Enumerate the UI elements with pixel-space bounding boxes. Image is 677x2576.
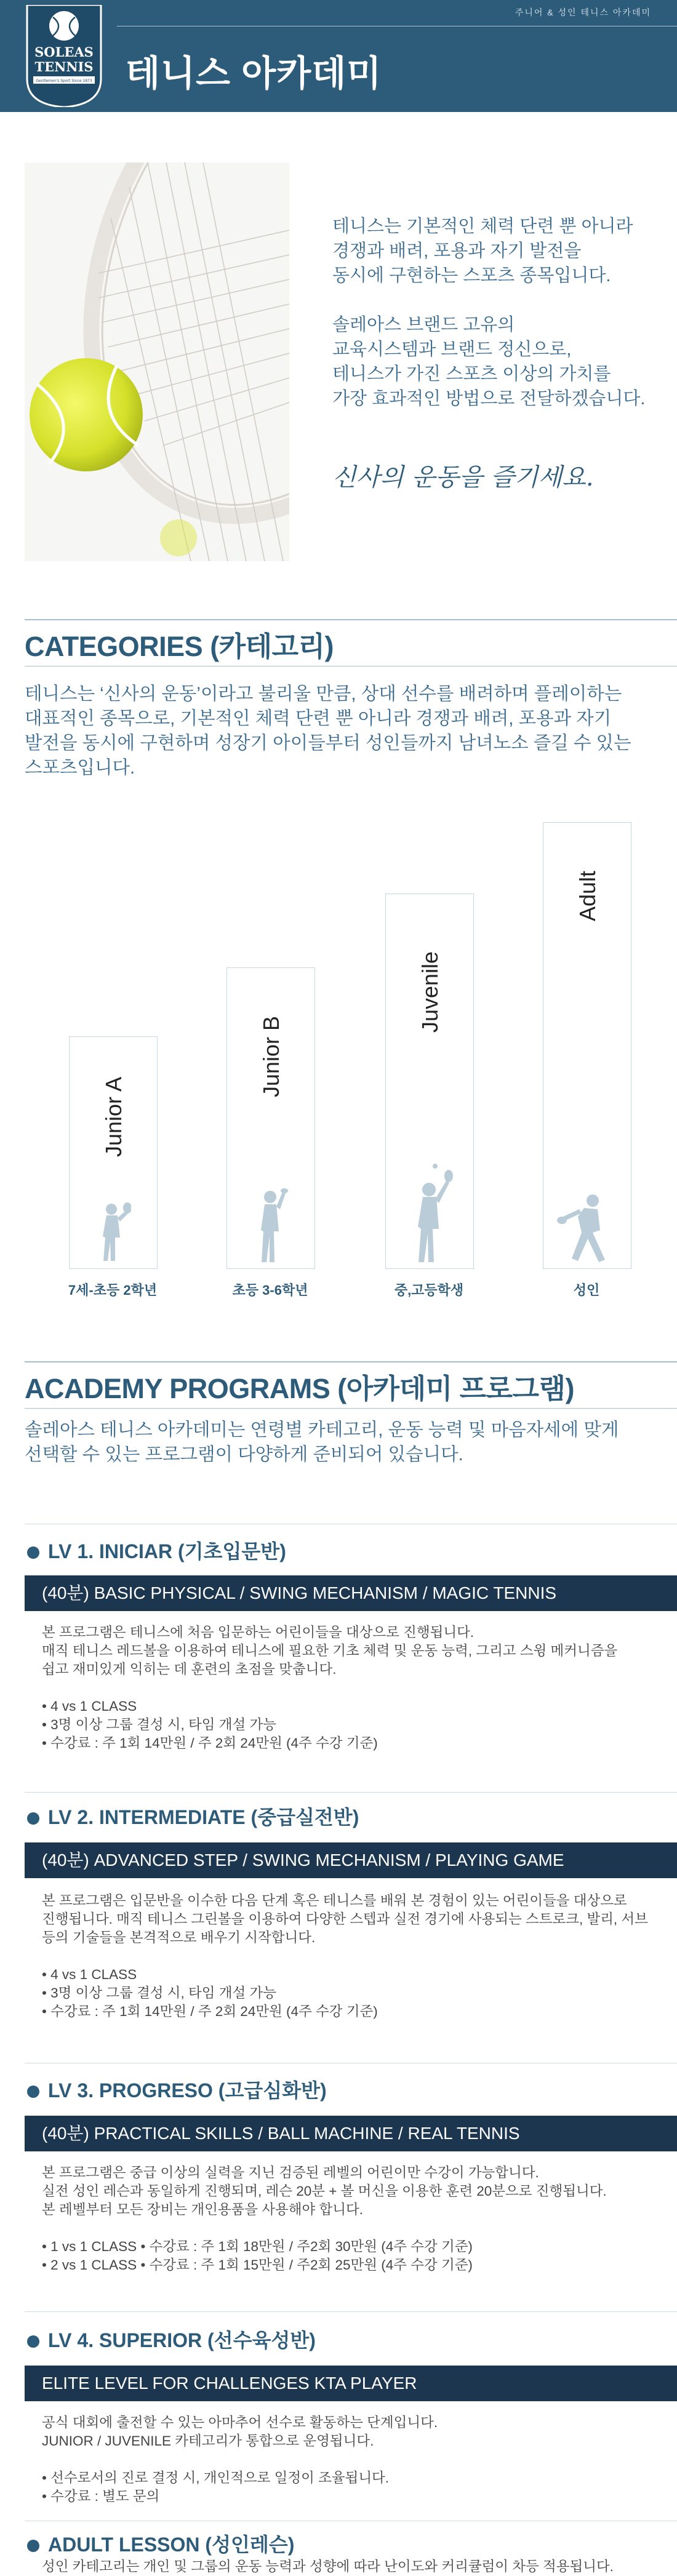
programs-description: 솔레아스 테니스 아카데미는 연령별 카테고리, 운동 능력 및 마음자세에 맞게 선택할 수 있는 프로그램이 다양하게 준비되어 있습니다. [25,1420,619,1465]
level-1-program-bar: (40분) BASIC PHYSICAL / SWING MECHANISM / MAGIC TENNIS [25,1575,677,1611]
categories-title: CATEGORIES (카테고리) [25,631,334,662]
level-2-divider [25,1792,677,1793]
adult-lesson-heading: ADULT LESSON (성인레슨) [27,2529,294,2558]
bullet-dot-icon [27,1546,39,1559]
category-name: Juvenile [417,951,443,1033]
category-card-junior-b[interactable] [226,967,315,1269]
list-item: • 선수로서의 진로 결정 시, 개인적으로 일정이 조율됩니다. [42,2470,390,2486]
list-item: • 1 vs 1 CLASS • 수강료 : 주 1회 18만원 / 주2회 30만원 (4주 수강 기준) [42,2239,473,2254]
category-label-junior-b: 초등 3-6학년 [232,1282,308,1298]
list-item: • 3명 이상 그룹 결성 시, 타임 개설 가능 [42,1985,276,2001]
junior-player-silhouette [252,1188,290,1265]
level-3-program-bar: (40분) PRACTICAL SKILLS / BALL MACHINE / REAL TENNIS [25,2116,677,2151]
list-item: • 2 vs 1 CLASS • 수강료 : 주 1회 15만원 / 주2회 25만원 (4주 수강 기준) [42,2257,473,2273]
categories-description: 테니스는 ‘신사의 운동’이라고 불리울 만큼, 상대 선수를 배려하며 플레이하는 대표적인 종목으로, 기본적인 체력 단련 뿐 아니라 경쟁과 배려, 포용과 자기 발전을 동시에 구현하며 성장기 아이들부터 성인들까지 남녀노소 즐길 수 있는 스포츠입니다. [25,684,631,778]
level-4-details: 공식 대회에 출전할 수 있는 아마추어 선수로 활동하는 단계입니다. JUNIOR / JUVENILE 카테고리가 통합으로 운영됩니다. • 선수로서의 진로 결정 시, 개인적으로 일정이 조율됩니다. • 수강료 : 별도 문의 [42,2414,677,2506]
category-label-junior-a: 7세-초등 2학년 [68,1282,158,1298]
programs-top-divider [25,1361,677,1362]
page-title: 테니스 아카데미 [126,54,382,94]
level-1-details: 본 프로그램은 테니스에 처음 입문하는 어린이들을 대상으로 진행됩니다. 매직 테니스 레드볼을 이용하여 테니스에 필요한 기초 체력 및 운동 능력, 그리고 스윙 메커니즘을 쉽고 재미있게 익히는 데 훈련의 초점을 맞춥니다. • 4 vs 1 CLASS • 3명 이상 그룹 결성 시, 타임 개설 가능 • 수강료 : 주 1회 14만원 / 주 2회 24만원 (4주 수강 기준) [42,1623,677,1753]
bullet-dot-icon [27,1812,39,1825]
bullet-dot-icon [27,2086,39,2098]
header-banner [0,0,677,112]
logo-text-tennis: TENNIS [34,59,94,74]
level-2-details: 본 프로그램은 입문반을 이수한 다음 단계 혹은 테니스를 배워 본 경험이 있는 어린이들을 대상으로 진행됩니다. 매직 테니스 그린볼을 이용하여 다양한 스텝과 실전 경기에 사용되는 스트로크, 발리, 서브 등의 기술들을 본격적으로 배우기 시작합니다. • 4 vs 1 CLASS • 3명 이상 그룹 결성 시, 타임 개설 가능 • 수강료 : 주 1회 14만원 / 주 2회 24만원 (4주 수강 기준) [42,1892,677,2021]
category-name: Junior B [258,1015,284,1097]
list-item: • 4 vs 1 CLASS [42,1698,137,1714]
categories-top-divider [25,619,677,620]
level-4-program-bar: ELITE LEVEL FOR CHALLENGES KTA PLAYER [25,2366,677,2401]
adult-lesson-description: 성인 카테고리는 개인 및 그룹의 운동 능력과 성향에 따라 난이도와 커리큘럼이 차등 적용됩니다. [42,2559,614,2574]
list-item: • 수강료 : 주 1회 14만원 / 주 2회 24만원 (4주 수강 기준) [42,1735,378,1751]
header-subtitle: 주니어 & 성인 테니스 아카데미 [515,7,651,17]
junior-player-silhouette [94,1202,131,1263]
intro-paragraph-1: 테니스는 기본적인 체력 단련 뿐 아니라 경쟁과 배려, 포용과 자기 발전을 동시에 구현하는 스포츠 종목입니다. [332,217,633,286]
intro-paragraph-2: 솔레아스 브랜드 고유의 교육시스템과 브랜드 정신으로, 테니스가 가진 스포츠 이상의 가치를 가장 효과적인 방법으로 전달하겠습니다. [332,315,646,409]
adult-player-silhouette [557,1192,619,1265]
intro-text [332,214,677,436]
soleas-tennis-logo[interactable] [26,5,102,107]
bullet-dot-icon [27,2540,39,2552]
tennis-racket-ball-photo [25,162,289,561]
list-item: • 수강료 : 별도 문의 [42,2489,160,2504]
logo-tagline: Gentlemen's Sport Since 1873 [36,79,92,83]
list-item: • 3명 이상 그룹 결성 시, 타임 개설 가능 [42,1717,276,1732]
slogan: 신사의 운동을 즐기세요. [332,463,594,492]
category-name: Adult [575,870,600,921]
bullet-dot-icon [27,2335,39,2348]
list-item: • 수강료 : 주 1회 14만원 / 주 2회 24만원 (4주 수강 기준) [42,2004,378,2019]
level-3-heading: LV 3. PROGRESO (고급심화반) [27,2075,327,2103]
category-label-juvenile: 중,고등학생 [394,1282,464,1298]
programs-title: ACADEMY PROGRAMS (아카데미 프로그램) [25,1373,574,1404]
level-4-divider [25,2311,677,2312]
level-1-heading: LV 1. INICIAR (기초입문반) [27,1536,286,1564]
juvenile-player-silhouette [406,1162,455,1265]
programs-bottom-divider [25,1408,677,1409]
category-name: Junior A [101,1076,126,1157]
logo-text-soleas: SOLEAS [34,44,94,60]
level-3-details: 본 프로그램은 중급 이상의 실력을 지닌 검증된 레벨의 어린이만 수강이 가능합니다. 실전 성인 레슨과 동일하게 진행되며, 레슨 20분 + 볼 머신을 이용한 훈련 20분으로 진행됩니다. 본 레벨부터 모든 장비는 개인용품을 사용해야 합니다. • 1 vs 1 CLASS • 수강료 : 주 1회 18만원 / 주2회 30만원 (4주 수강 기준) • 2 vs 1 CLASS • 수강료 : 주 1회 15만원 / 주2회 25만원 (4주 수강 기준) [42,2164,677,2274]
list-item: • 4 vs 1 CLASS [42,1967,137,1982]
level-2-heading: LV 2. INTERMEDIATE (중급실전반) [27,1802,359,1830]
category-card-junior-a[interactable] [69,1036,158,1269]
level-2-program-bar: (40분) ADVANCED STEP / SWING MECHANISM / PLAYING GAME [25,1842,677,1878]
category-card-juvenile[interactable] [385,894,474,1269]
category-card-adult[interactable] [543,822,631,1269]
category-label-adult: 성인 [573,1282,600,1298]
level-4-heading: LV 4. SUPERIOR (선수육성반) [27,2325,316,2353]
